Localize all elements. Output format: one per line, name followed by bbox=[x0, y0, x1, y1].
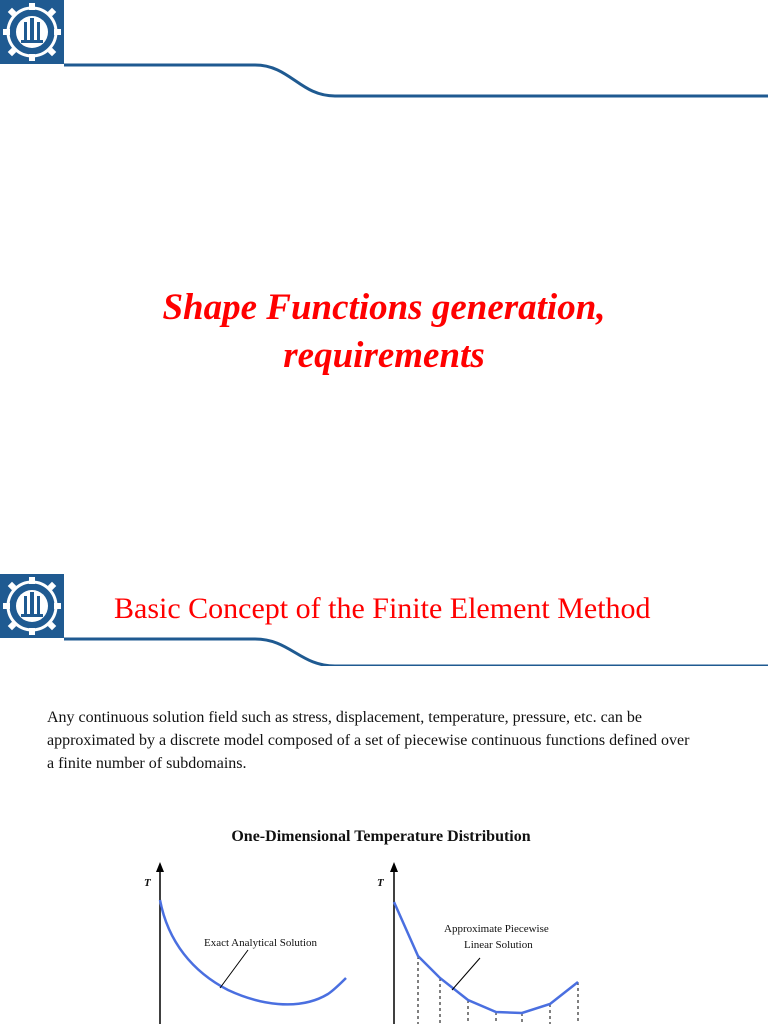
element-boundaries bbox=[418, 956, 578, 1024]
y-axis-arrow bbox=[390, 862, 398, 872]
annotation-leader bbox=[220, 950, 248, 988]
slide-title: Shape Functions generation, requirements bbox=[162, 287, 606, 376]
annotation-leader bbox=[452, 958, 480, 990]
header-swoosh bbox=[0, 0, 768, 100]
slide-title: Basic Concept of the Finite Element Method bbox=[114, 592, 651, 625]
exact-curve bbox=[160, 900, 346, 1004]
piecewise-curve bbox=[394, 902, 578, 1013]
exact-solution-label: Exact Analytical Solution bbox=[204, 937, 318, 949]
content-slide bbox=[0, 556, 768, 1024]
body-paragraph: Any continuous solution field such as stress, displacement, temperature, pressure, etc. can be approximated by a discrete model composed of a set of piecewise continuous functions defined over a finite number of subdomains. bbox=[47, 709, 690, 772]
y-axis-label: T bbox=[377, 877, 384, 889]
piecewise-solution-plot bbox=[372, 862, 592, 1024]
piecewise-label-line2: Linear Solution bbox=[464, 939, 533, 951]
y-axis-arrow bbox=[156, 862, 164, 872]
piecewise-label-line1: Approximate Piecewise bbox=[444, 923, 549, 935]
y-axis-label: T bbox=[144, 877, 151, 889]
figure-title: One-Dimensional Temperature Distribution bbox=[231, 828, 531, 845]
exact-solution-plot bbox=[138, 862, 358, 1024]
